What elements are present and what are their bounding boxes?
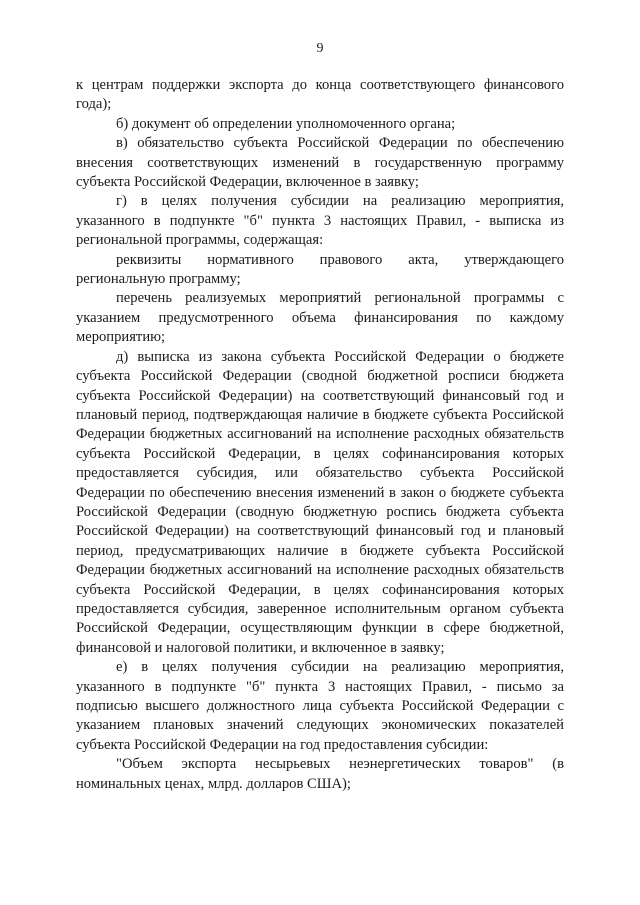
page-number: 9 [316,41,324,56]
paragraph-item-v: в) обязательство субъекта Российской Федерации по обеспечению внесения соответствующих изменений в государственную программу субъекта Российской Федерации, включенное в заявку; [76,135,564,191]
paragraph-indicator: "Объем экспорта несырьевых неэнергетических товаров" (в номинальных ценах, млрд. долларов США); [76,756,564,792]
paragraph-subitem-list: перечень реализуемых мероприятий региональной программы с указанием предусмотренного объема финансирования по каждому мероприятию; [76,290,564,346]
paragraph-item-g: г) в целях получения субсидии на реализацию мероприятия, указанного в подпункте "б" пункта 3 настоящих Правил, - выписка из региональной программы, содержащая: [76,193,564,249]
document-body [76,76,564,794]
paragraph-item-e: е) в целях получения субсидии на реализацию мероприятия, указанного в подпункте "б" пункта 3 настоящих Правил, - письмо за подписью высшего должностного лица субъекта Российской Федерации с указанием плановых значений следующих экономических показателей субъекта Российской Федерации на год предоставления субсидии: [76,659,564,753]
paragraph-item-b: б) документ об определении уполномоченного органа; [116,115,456,132]
paragraph-subitem-requisites: реквизиты нормативного правового акта, утверждающего региональную программу; [76,251,564,288]
paragraph-item-d: д) выписка из закона субъекта Российской Федерации о бюджете субъекта Российской Федерации (сводной бюджетной росписи бюджета субъекта Российской Федерации) на соответствующий финансовый год и плановый период, подтверждающая наличие в бюджете субъекта Российской Федерации бюджетных ассигнований на исполнение расходных обязательств субъекта Российской Федерации, в целях софинансирования которых предоставляется субсидия, или обязательство субъекта Российской Федерации по обеспечению внесения изменений в закон о бюджете субъекта Российской Федерации (сводную бюджетную роспись бюджета субъекта Российской Федерации) на соответствующий финансовый год и плановый период, предусматривающих наличие в бюджете субъекта Российской Федерации бюджетных ассигнований на исполнение расходных обязательств субъекта Российской Федерации, в целях софинансирования которых предоставляется субсидия, заверенное исполнительным органом субъекта Российской Федерации, осуществляющим функции в сфере бюджетной, финансовой и налоговой политики, и включенное в заявку; [76,348,564,656]
paragraph-continuation: к центрам поддержки экспорта до конца соответствующего финансового года); [76,77,564,113]
